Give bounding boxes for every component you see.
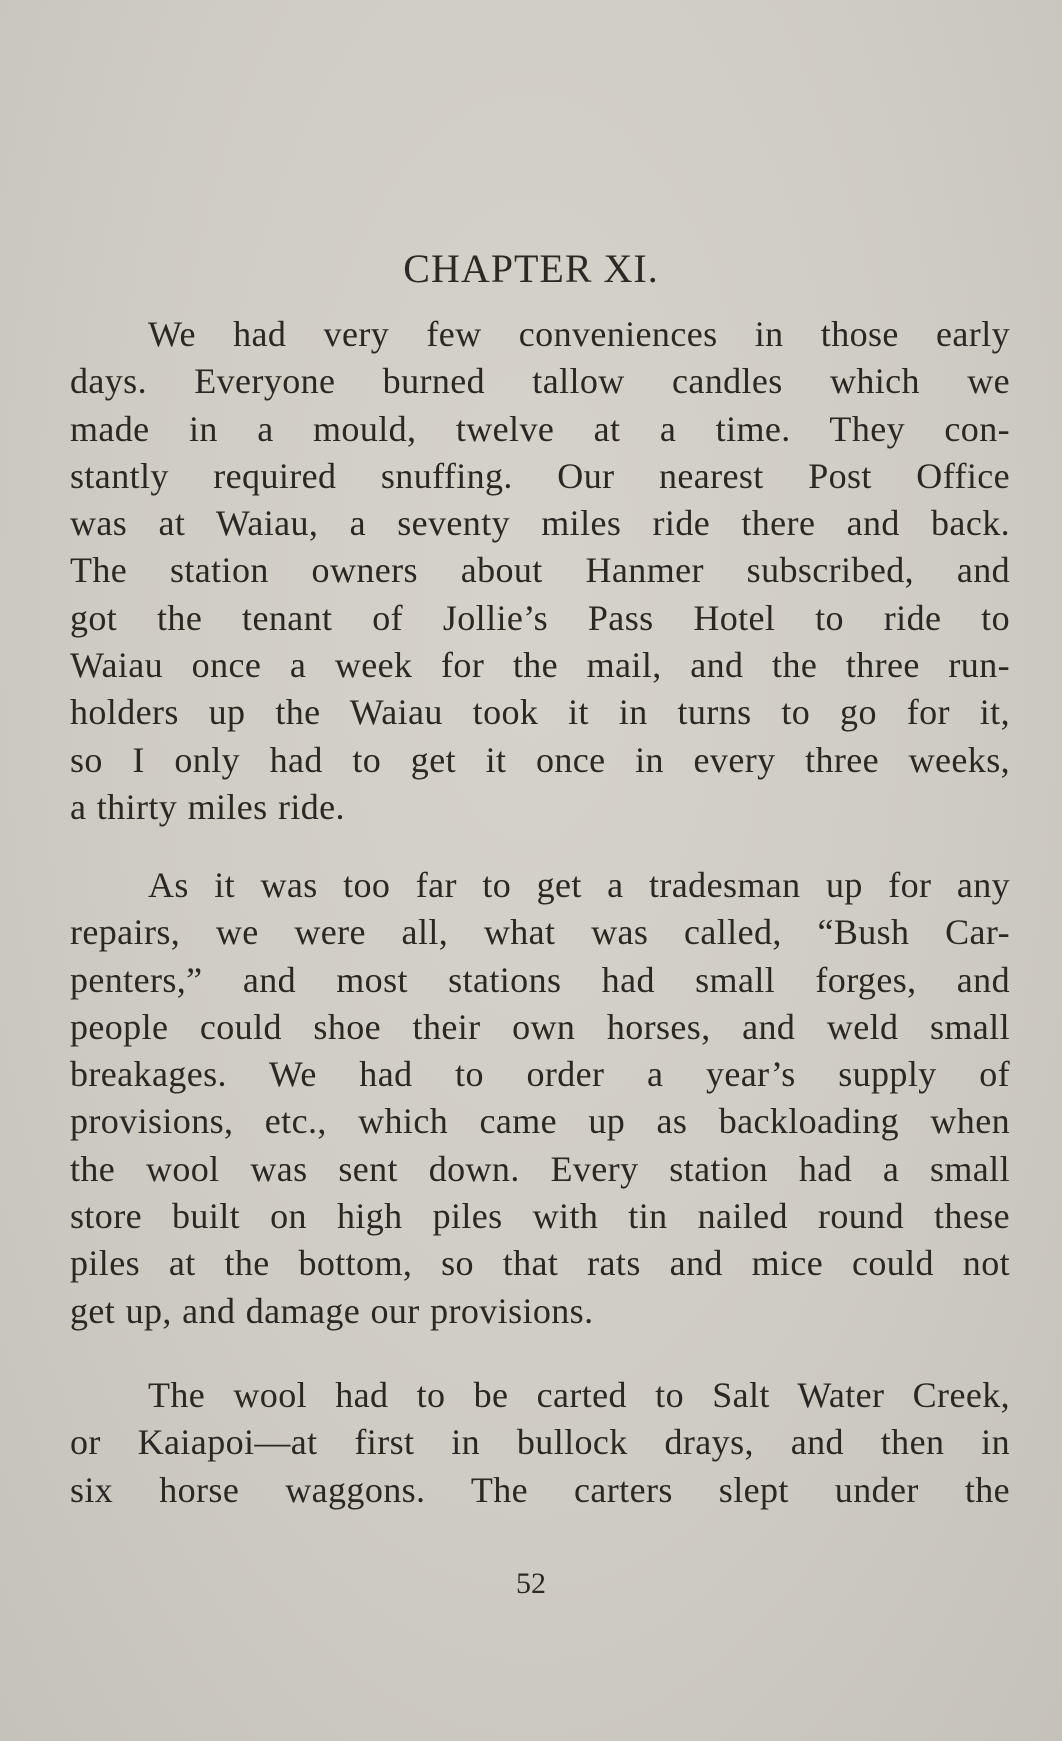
chapter-heading: CHAPTER XI. bbox=[403, 246, 659, 291]
text-line: six horse waggons. The carters slept under the bbox=[70, 1469, 1010, 1510]
text-line: holders up the Waiau took it in turns to go for it, bbox=[70, 692, 1010, 733]
text-line: got the tenant of Jollie’s Pass Hotel to ride to bbox=[70, 597, 1010, 638]
text-line: We had very few conveniences in those early bbox=[148, 314, 1010, 354]
text-line: made in a mould, twelve at a time. They con- bbox=[70, 408, 1010, 449]
text-line: a thirty miles ride. bbox=[70, 786, 345, 827]
text-line: stantly required snuffing. Our nearest Post Office bbox=[70, 455, 1010, 496]
text-line: days. Everyone burned tallow candles which we bbox=[70, 361, 1010, 402]
text-line: The wool had to be carted to Salt Water Creek, bbox=[148, 1375, 1010, 1415]
text-line: As it was too far to get a tradesman up for any bbox=[148, 865, 1010, 905]
text-line: or Kaiapoi—at first in bullock drays, and then in bbox=[70, 1422, 1010, 1463]
paragraph-2 bbox=[70, 862, 1010, 1335]
text-line: store built on high piles with tin nailed round these bbox=[70, 1196, 1010, 1237]
text-line: people could shoe their own horses, and weld small bbox=[70, 1006, 1010, 1047]
text-line: The station owners about Hanmer subscribed, and bbox=[70, 550, 1010, 591]
paragraph-1 bbox=[70, 311, 1010, 831]
text-line: was at Waiau, a seventy miles ride there and back. bbox=[70, 503, 1010, 544]
text-line: piles at the bottom, so that rats and mice could not bbox=[70, 1243, 1010, 1284]
text-line: breakages. We had to order a year’s supply of bbox=[70, 1054, 1010, 1095]
text-line: repairs, we were all, what was called, “Bush Car- bbox=[70, 912, 1010, 953]
text-line: provisions, etc., which came up as backloading when bbox=[70, 1101, 1010, 1142]
text-line: penters,” and most stations had small forges, and bbox=[70, 959, 1010, 1000]
paragraph-3 bbox=[70, 1372, 1010, 1514]
text-line: get up, and damage our provisions. bbox=[70, 1290, 594, 1331]
page-number: 52 bbox=[516, 1567, 546, 1600]
text-line: so I only had to get it once in every three weeks, bbox=[70, 739, 1010, 780]
text-line: Waiau once a week for the mail, and the three run- bbox=[70, 645, 1010, 686]
text-line: the wool was sent down. Every station had a small bbox=[70, 1148, 1010, 1189]
